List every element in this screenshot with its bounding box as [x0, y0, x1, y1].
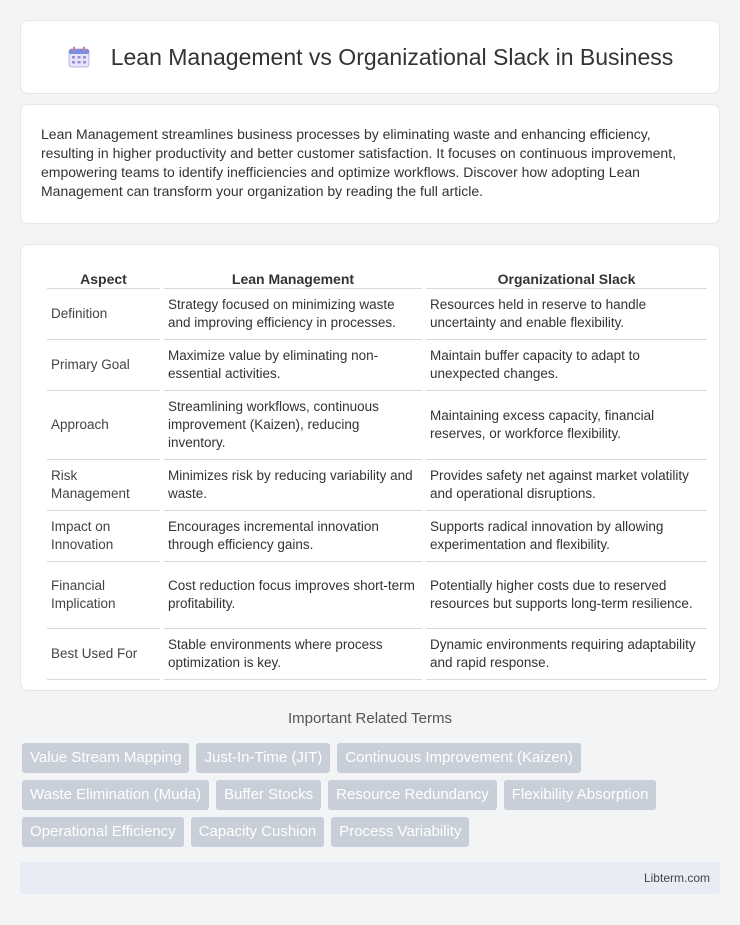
intro-card	[20, 104, 720, 224]
footer	[20, 862, 720, 894]
slack-cell: Maintaining excess capacity, financial reserves, or workforce flexibility.	[426, 391, 707, 460]
aspect-cell: Definition	[47, 289, 160, 340]
aspect-cell: Financial Implication	[47, 562, 160, 629]
table-row	[47, 460, 707, 511]
calendar-icon	[67, 45, 91, 69]
table-header-row	[47, 265, 707, 289]
term-tag[interactable]: Capacity Cushion	[191, 817, 325, 847]
column-header: Aspect	[47, 265, 160, 289]
header-card	[20, 20, 720, 94]
term-tag[interactable]: Process Variability	[331, 817, 469, 847]
lean-cell: Minimizes risk by reducing variability and waste.	[164, 460, 422, 511]
comparison-table	[43, 265, 711, 680]
table-row	[47, 340, 707, 391]
lean-cell: Cost reduction focus improves short-term profitability.	[164, 562, 422, 629]
tag-row	[22, 743, 722, 773]
term-tag[interactable]: Value Stream Mapping	[22, 743, 189, 773]
aspect-cell: Approach	[47, 391, 160, 460]
lean-cell: Maximize value by eliminating non-essential activities.	[164, 340, 422, 391]
term-tag[interactable]: Resource Redundancy	[328, 780, 497, 810]
lean-cell: Streamlining workflows, continuous improvement (Kaizen), reducing inventory.	[164, 391, 422, 460]
slack-cell: Supports radical innovation by allowing experimentation and flexibility.	[426, 511, 707, 562]
term-tag[interactable]: Just-In-Time (JIT)	[196, 743, 330, 773]
term-tag[interactable]: Operational Efficiency	[22, 817, 184, 847]
table-row	[47, 391, 707, 460]
tag-row	[22, 817, 722, 847]
slack-cell: Provides safety net against market volatility and operational disruptions.	[426, 460, 707, 511]
slack-cell: Potentially higher costs due to reserved resources but supports long-term resilience.	[426, 562, 707, 629]
related-terms-title: Important Related Terms	[288, 710, 452, 727]
column-header: Lean Management	[164, 265, 422, 289]
intro-text: Lean Management streamlines business processes by eliminating waste and enhancing efficiency, resulting in higher productivity and better customer satisfaction. It focuses on continuous improvement, empowering teams to identify inefficiencies and optimize workflows. Discover how adopting Lean Management can transform your organization by reading the full article.	[41, 126, 676, 199]
term-tag[interactable]: Waste Elimination (Muda)	[22, 780, 209, 810]
table-row	[47, 629, 707, 680]
lean-cell: Encourages incremental innovation through efficiency gains.	[164, 511, 422, 562]
comparison-table-card	[20, 244, 720, 691]
table-row	[47, 562, 707, 629]
aspect-cell: Impact on Innovation	[47, 511, 160, 562]
term-tag[interactable]: Flexibility Absorption	[504, 780, 657, 810]
table-row	[47, 511, 707, 562]
column-header: Organizational Slack	[426, 265, 707, 289]
term-tag[interactable]: Continuous Improvement (Kaizen)	[337, 743, 581, 773]
lean-cell: Stable environments where process optimization is key.	[164, 629, 422, 680]
slack-cell: Maintain buffer capacity to adapt to unexpected changes.	[426, 340, 707, 391]
aspect-cell: Risk Management	[47, 460, 160, 511]
page-title: Lean Management vs Organizational Slack in Business	[110, 43, 674, 70]
table-row	[47, 289, 707, 340]
aspect-cell: Primary Goal	[47, 340, 160, 391]
tag-row	[22, 780, 722, 810]
lean-cell: Strategy focused on minimizing waste and improving efficiency in processes.	[164, 289, 422, 340]
slack-cell: Dynamic environments requiring adaptability and rapid response.	[426, 629, 707, 680]
footer-site-link[interactable]: Libterm.com	[643, 871, 710, 885]
term-tag[interactable]: Buffer Stocks	[216, 780, 321, 810]
aspect-cell: Best Used For	[47, 629, 160, 680]
related-terms	[22, 743, 722, 854]
slack-cell: Resources held in reserve to handle uncertainty and enable flexibility.	[426, 289, 707, 340]
